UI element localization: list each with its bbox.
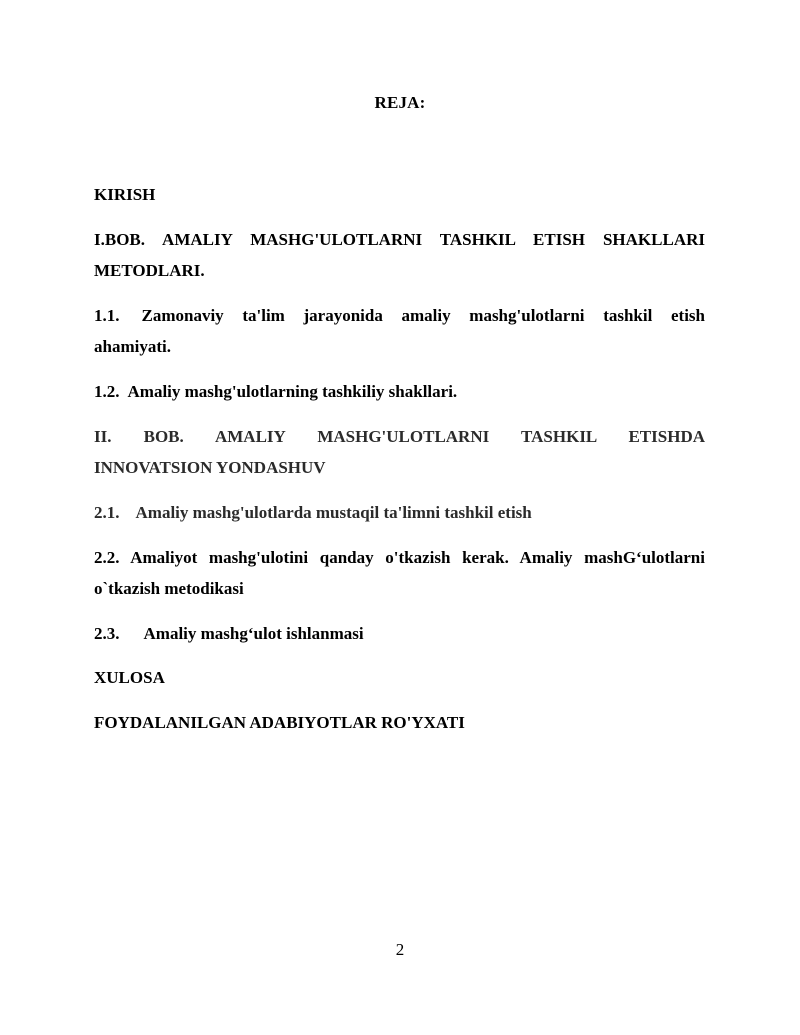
toc-entry-line1: 2.2. Amaliyot mashg'ulotini qanday o'tkazish kerak. Amaliy mashG‘ulotlarni: [94, 548, 705, 567]
toc-entry-references: [94, 707, 705, 738]
toc-entry-2-1: [94, 497, 705, 528]
toc-entry-number: 2.1.: [94, 503, 120, 522]
toc-entry-1-1: [94, 300, 705, 362]
toc-entry-number: 1.2.: [94, 382, 120, 401]
toc-entry-text: FOYDALANILGAN ADABIYOTLAR RO'YXATI: [94, 713, 465, 732]
toc-entry-1-2: [94, 376, 705, 407]
toc-entry-line1: [94, 300, 705, 331]
page-number: 2: [395, 940, 405, 959]
toc-entry-line1: II. BOB. AMALIY MASHG'ULOTLARNI TASHKIL ETISHDA: [94, 427, 705, 446]
toc-entry-number: 2.3.: [94, 624, 120, 643]
page-title: REJA:: [374, 93, 426, 112]
toc-entry-2-3: [94, 618, 705, 649]
toc-entry-line2: INNOVATSION YONDASHUV: [94, 458, 326, 477]
toc-entry-line1: I.BOB. AMALIY MASHG'ULOTLARNI TASHKIL ETISH SHAKLLARI: [94, 230, 705, 249]
toc-entry-text: KIRISH: [94, 185, 156, 204]
toc-entry-text: XULOSA: [94, 668, 165, 687]
toc-entry-xulosa: [94, 662, 705, 693]
toc-entry-text: Amaliy mashg'ulotlarda mustaqil ta'limni tashkil etish: [135, 503, 532, 522]
toc-entry-number: 1.1.: [94, 306, 120, 325]
toc-entry-line2: o`tkazish metodikasi: [94, 579, 244, 598]
toc-entry-line2: METODLARI.: [94, 261, 205, 280]
toc-entry-chapter-1: [94, 224, 705, 286]
toc-entry-text: Amaliy mashg'ulotlarning tashkiliy shakllari.: [127, 382, 458, 401]
toc-entry-kirish: [94, 179, 705, 210]
toc-entry-text: Amaliy mashg‘ulot ishlanmasi: [143, 624, 364, 643]
toc-entry-chapter-2: [94, 421, 705, 483]
toc-entry-line2: ahamiyati.: [94, 337, 171, 356]
toc-entry-text: Zamonaviy ta'lim jarayonida amaliy mashg'ulotlarni tashkil etish: [141, 306, 705, 325]
toc-entry-2-2: [94, 542, 705, 604]
